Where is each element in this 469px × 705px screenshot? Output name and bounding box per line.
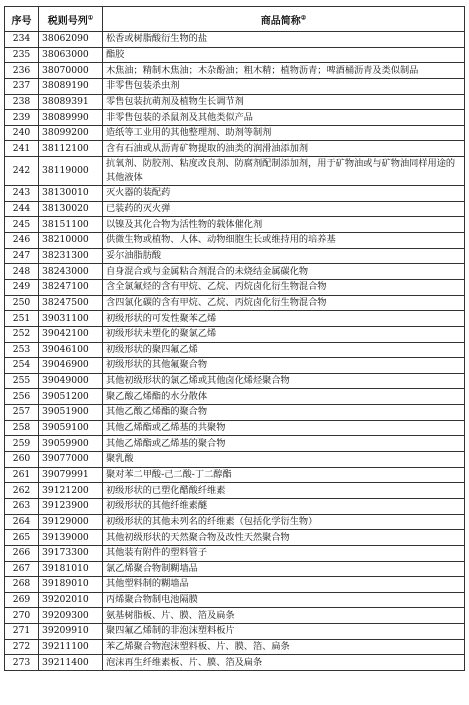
code-cell: 39077000: [39, 452, 103, 468]
table-row: [5, 186, 465, 202]
code-cell: 39211100: [39, 639, 103, 655]
seq-cell: 270: [5, 608, 39, 624]
seq-cell: 260: [5, 452, 39, 468]
code-cell: 39049000: [39, 373, 103, 389]
name-cell: 含有石油或从沥青矿物提取的油类的润滑油添加剂: [103, 141, 465, 157]
name-cell: 酯胶: [103, 47, 465, 63]
table-row: [5, 624, 465, 640]
seq-cell: 255: [5, 373, 39, 389]
table-row: [5, 420, 465, 436]
table-row: [5, 405, 465, 421]
name-cell: 木焦油；精制木焦油；木杂酚油；粗木精；植物沥青；啤酒桶沥青及类似制品: [103, 63, 465, 79]
code-cell: 39181010: [39, 561, 103, 577]
code-cell: 39051900: [39, 405, 103, 421]
name-cell: 氨基树脂板、片、膜、箔及扁条: [103, 608, 465, 624]
code-cell: 39189010: [39, 577, 103, 593]
table-row: [5, 110, 465, 126]
seq-cell: 257: [5, 405, 39, 421]
name-cell: 初级形状的其他未列名的纤维素（包括化学衍生物）: [103, 514, 465, 530]
seq-cell: 256: [5, 389, 39, 405]
table-row: [5, 592, 465, 608]
name-cell: 已装药的灭火弹: [103, 201, 465, 217]
code-cell: 38130020: [39, 201, 103, 217]
code-cell: 39121200: [39, 483, 103, 499]
name-cell: 非零售包装的杀鼠剂及其他类似产品: [103, 110, 465, 126]
table-row: [5, 498, 465, 514]
name-cell: 聚乳酸: [103, 452, 465, 468]
name-cell: 丙烯聚合物制电池隔膜: [103, 592, 465, 608]
seq-cell: 243: [5, 186, 39, 202]
table-row: [5, 608, 465, 624]
code-cell: 39042100: [39, 326, 103, 342]
code-cell: 38231300: [39, 248, 103, 264]
code-cell: 38089391: [39, 94, 103, 110]
name-cell: 含全氯氟烃的含有甲烷、乙烷、丙烷卤化衍生物混合物: [103, 279, 465, 295]
seq-cell: 245: [5, 217, 39, 233]
code-cell: 39209300: [39, 608, 103, 624]
code-cell: 39059900: [39, 436, 103, 452]
table-row: [5, 577, 465, 593]
table-row: [5, 201, 465, 217]
footnote-mark-1: ①: [87, 14, 94, 22]
name-cell: 抗氧剂、防胶剂、粘度改良剂、防腐剂配制添加剂，用于矿物油或与矿物油同样用途的其他液体: [103, 157, 465, 186]
code-cell: 39139000: [39, 530, 103, 546]
seq-cell: 241: [5, 141, 39, 157]
code-cell: 39046100: [39, 342, 103, 358]
seq-cell: 264: [5, 514, 39, 530]
header-row: [5, 7, 465, 32]
code-cell: 39079991: [39, 467, 103, 483]
code-cell: 39129000: [39, 514, 103, 530]
seq-cell: 269: [5, 592, 39, 608]
table-body: [5, 32, 465, 671]
table-row: [5, 233, 465, 249]
seq-cell: 238: [5, 94, 39, 110]
table-row: [5, 326, 465, 342]
code-cell: 38062090: [39, 32, 103, 48]
table-row: [5, 248, 465, 264]
table-row: [5, 295, 465, 311]
table-row: [5, 78, 465, 94]
code-cell: 39123900: [39, 498, 103, 514]
seq-cell: 240: [5, 125, 39, 141]
seq-cell: 246: [5, 233, 39, 249]
table-row: [5, 217, 465, 233]
name-cell: 氯乙烯聚合物制糊墙品: [103, 561, 465, 577]
seq-cell: 237: [5, 78, 39, 94]
code-cell: 39209910: [39, 624, 103, 640]
code-cell: 38089990: [39, 110, 103, 126]
seq-cell: 234: [5, 32, 39, 48]
seq-cell: 248: [5, 264, 39, 280]
seq-cell: 242: [5, 157, 39, 186]
table-row: [5, 639, 465, 655]
table-row: [5, 47, 465, 63]
name-cell: 其他初级形状的天然聚合物及改性天然聚合物: [103, 530, 465, 546]
table-row: [5, 157, 465, 186]
seq-cell: 254: [5, 358, 39, 374]
table-row: [5, 373, 465, 389]
code-cell: 38151100: [39, 217, 103, 233]
table-row: [5, 358, 465, 374]
table-row: [5, 264, 465, 280]
header-seq: 序号: [5, 7, 39, 32]
name-cell: 初级形状的其他氟聚合物: [103, 358, 465, 374]
table-row: [5, 32, 465, 48]
seq-cell: 265: [5, 530, 39, 546]
code-cell: 39211400: [39, 655, 103, 671]
name-cell: 零售包装抗萌剂及植物生长调节剂: [103, 94, 465, 110]
name-cell: 松香或树脂酸衍生物的盐: [103, 32, 465, 48]
table-header: [5, 7, 465, 32]
table-row: [5, 514, 465, 530]
tariff-table-wrapper: [4, 6, 464, 671]
code-cell: 38089190: [39, 78, 103, 94]
code-cell: 38210000: [39, 233, 103, 249]
code-cell: 39059100: [39, 420, 103, 436]
seq-cell: 253: [5, 342, 39, 358]
seq-cell: 258: [5, 420, 39, 436]
seq-cell: 247: [5, 248, 39, 264]
seq-cell: 271: [5, 624, 39, 640]
table-row: [5, 452, 465, 468]
table-row: [5, 467, 465, 483]
name-cell: 聚对苯二甲酸-己二酸-丁二醇酯: [103, 467, 465, 483]
name-cell: 自身混合或与金属粘合剂混合的未烧结金属碳化物: [103, 264, 465, 280]
code-cell: 39031100: [39, 311, 103, 327]
name-cell: 其他装有附件的塑料管子: [103, 545, 465, 561]
name-cell: 含四氯化碳的含有甲烷、乙烷、丙烷卤化衍生物混合物: [103, 295, 465, 311]
name-cell: 非零售包装杀虫剂: [103, 78, 465, 94]
table-row: [5, 483, 465, 499]
table-row: [5, 311, 465, 327]
name-cell: 其他乙酸乙烯酯的聚合物: [103, 405, 465, 421]
code-cell: 38099200: [39, 125, 103, 141]
code-cell: 38247100: [39, 279, 103, 295]
table-row: [5, 545, 465, 561]
footnote-mark-2: ②: [300, 14, 307, 22]
table-row: [5, 655, 465, 671]
table-row: [5, 63, 465, 79]
seq-cell: 266: [5, 545, 39, 561]
seq-cell: 261: [5, 467, 39, 483]
header-name: 商品简称②: [103, 7, 465, 32]
code-cell: 39202010: [39, 592, 103, 608]
name-cell: 其他初级形状的氯乙烯或其他卤化烯烃聚合物: [103, 373, 465, 389]
seq-cell: 273: [5, 655, 39, 671]
name-cell: 苯乙烯聚合物泡沫塑料板、片、膜、箔、扁条: [103, 639, 465, 655]
code-cell: 39046900: [39, 358, 103, 374]
seq-cell: 250: [5, 295, 39, 311]
tariff-table: [4, 6, 465, 671]
table-row: [5, 389, 465, 405]
seq-cell: 239: [5, 110, 39, 126]
name-cell: 灭火器的装配药: [103, 186, 465, 202]
name-cell: 初级形状的聚四氟乙烯: [103, 342, 465, 358]
code-cell: 39173300: [39, 545, 103, 561]
table-row: [5, 125, 465, 141]
name-cell: 其他乙烯酯或乙烯基的共聚物: [103, 420, 465, 436]
table-row: [5, 94, 465, 110]
code-cell: 38247500: [39, 295, 103, 311]
table-row: [5, 436, 465, 452]
header-code: 税则号列①: [39, 7, 103, 32]
table-row: [5, 279, 465, 295]
name-cell: 造纸等工业用的其他整理剂、助剂等制剂: [103, 125, 465, 141]
name-cell: 妥尔油脂肪酸: [103, 248, 465, 264]
seq-cell: 262: [5, 483, 39, 499]
table-row: [5, 342, 465, 358]
name-cell: 初级形状的其他纤维素醚: [103, 498, 465, 514]
seq-cell: 252: [5, 326, 39, 342]
name-cell: 供微生物或植物、人体、动物细胞生长或维持用的培养基: [103, 233, 465, 249]
seq-cell: 259: [5, 436, 39, 452]
name-cell: 初级形状的可发性聚苯乙烯: [103, 311, 465, 327]
name-cell: 初级形状未塑化的聚氯乙烯: [103, 326, 465, 342]
name-cell: 初级形状的已塑化醋酸纤维素: [103, 483, 465, 499]
table-row: [5, 561, 465, 577]
table-row: [5, 141, 465, 157]
table-row: [5, 530, 465, 546]
seq-cell: 244: [5, 201, 39, 217]
seq-cell: 235: [5, 47, 39, 63]
name-cell: 泡沫再生纤维素板、片、膜、箔及扁条: [103, 655, 465, 671]
seq-cell: 272: [5, 639, 39, 655]
code-cell: 38063000: [39, 47, 103, 63]
seq-cell: 268: [5, 577, 39, 593]
name-cell: 以镍及其化合物为活性物的载体催化剂: [103, 217, 465, 233]
seq-cell: 263: [5, 498, 39, 514]
code-cell: 38112100: [39, 141, 103, 157]
name-cell: 聚四氟乙烯制的非泡沫塑料板片: [103, 624, 465, 640]
code-cell: 38119000: [39, 157, 103, 186]
code-cell: 38243000: [39, 264, 103, 280]
seq-cell: 249: [5, 279, 39, 295]
seq-cell: 267: [5, 561, 39, 577]
seq-cell: 251: [5, 311, 39, 327]
name-cell: 其他塑料制的糊墙品: [103, 577, 465, 593]
seq-cell: 236: [5, 63, 39, 79]
name-cell: 其他乙烯酯或乙烯基的聚合物: [103, 436, 465, 452]
code-cell: 39051200: [39, 389, 103, 405]
code-cell: 38070000: [39, 63, 103, 79]
name-cell: 聚乙酸乙烯酯的水分散体: [103, 389, 465, 405]
code-cell: 38130010: [39, 186, 103, 202]
